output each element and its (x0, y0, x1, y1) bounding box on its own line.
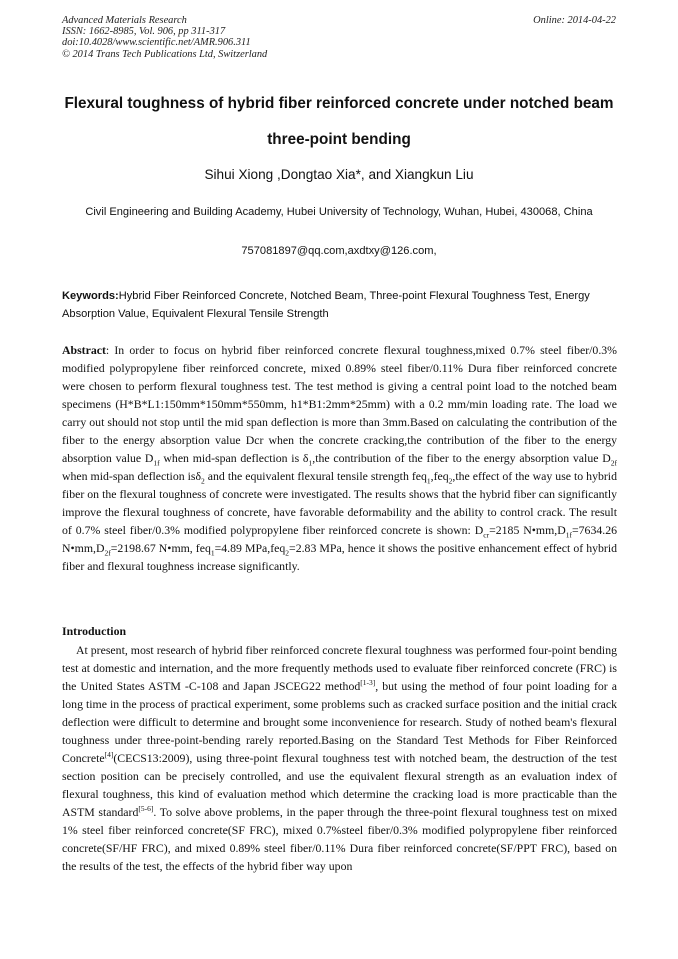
intro-text: At present, most research of hybrid fiber reinforced concrete flexural toughness was performed four-point bending test at domestic and internation, and the more frequently methods used to evaluate fiber reinforced concrete (FRC) is the United States ASTM -C-108 and Japan JSCEG22 method (62, 643, 617, 693)
abstract-text: and the equivalent flexural tensile strength feq (204, 469, 427, 483)
author-list: Sihui Xiong ,Dongtao Xia*, and Xiangkun Liu (204, 167, 474, 182)
paper-title: Flexural toughness of hybrid fiber reinforced concrete under notched beam three-point bending (64, 95, 614, 148)
subscript: 1 (308, 458, 313, 468)
abstract-text: =4.89 MPa,feq (214, 541, 286, 555)
subscript: 2f (104, 548, 111, 558)
abstract-text: when mid-span deflection is δ (159, 451, 309, 465)
author-emails: 757081897@qq.com,axdtxy@126.com, (241, 245, 437, 257)
abstract-text: =2198.67 N•mm, feq (110, 541, 211, 555)
keywords-block (62, 287, 618, 323)
subscript: 2 (448, 476, 453, 486)
abstract-label: Abstract (62, 343, 106, 357)
abstract-text: : In order to focus on hybrid fiber reinforced concrete flexural toughness,mixed 0.7% steel fiber/0.3% modified polypropylene fiber reinforced concrete, mixed 0.89% steel fiber/0.11% Dura fiber reinforced concrete were chosen to perform flexural toughness test. The test method is giving a central point load to the notched beam specimens (H*B*L1:150mm*150mm*550mm, h1*B1:2mm*25mm) with a 0.2 mm/min loading rate. The load we carry out should not stop until the mid span deflection is more than 3mm.Based on calculating the contribution of the fiber to the energy absorption value Dcr when the concrete cracking,the contribution of the fiber to the energy absorption value D (62, 343, 617, 465)
abstract-text: ,the contribution of the fiber to the energy absorption value D (312, 451, 611, 465)
doi-line: doi:10.4028/www.scientific.net/AMR.906.311 (62, 37, 251, 49)
subscript: 1 (210, 548, 215, 558)
abstract-text: ,the effect of the way use to hybrid fiber on the flexural toughness of concrete were investigated. The results shows that the hybrid fiber can significantly improve the flexural toughness of concrete, have favorable deformability and the ability to control crack. The result of 0.7% steel fiber/0.3% modified polypropylene fiber reinforced concrete is shown: D (62, 469, 617, 537)
abstract-text: =7634.26 N•mm,D (62, 523, 617, 555)
citation-ref: [1-3] (360, 678, 376, 688)
subscript: 2 (201, 476, 205, 486)
citation-ref: [4] (104, 750, 114, 760)
keywords-text: Hybrid Fiber Reinforced Concrete, Notched Beam, Three-point Flexural Toughness Test, Energy Absorption Value, Equivalent Flexural Tensile Strength (62, 290, 590, 320)
journal-name: Advanced Materials Research (62, 15, 187, 26)
subscript: cr (483, 530, 490, 540)
copyright-line: © 2014 Trans Tech Publications Ltd, Switzerland (62, 48, 268, 60)
abstract-text: =2.83 MPa, hence it shows the positive enhancement effect of hybrid fiber and flexural toughness increase significantly. (62, 541, 618, 573)
section-heading-introduction: Introduction (62, 624, 127, 638)
subscript: 2f (610, 458, 617, 468)
intro-text: (CECS13:2009), using three-point flexural toughness test with notched beam, the destruction of the test section position can be precisely controlled, and use the equivalent flexural strength as an evaluation index of flexural toughness, this kind of evaluation method which determine the cracking load is more practicable than the ASTM standard (62, 751, 617, 819)
introduction-paragraph (62, 641, 617, 875)
subscript: 1f (565, 530, 572, 540)
abstract-text: when mid-span deflection isδ (62, 469, 202, 483)
keywords-label: Keywords: (62, 290, 119, 302)
journal-header (62, 15, 462, 60)
abstract-text: ,feq (430, 469, 449, 483)
citation-ref: [5-6] (138, 804, 154, 814)
issn-line: ISSN: 1662-8985, Vol. 906, pp 311-317 (62, 26, 226, 38)
affiliation: Civil Engineering and Building Academy, Hubei University of Technology, Wuhan, Hubei, 430068, China (85, 206, 593, 218)
subscript: 1f (153, 458, 160, 468)
subscript: 2 (285, 548, 290, 558)
online-date: Online: 2014-04-22 (533, 15, 616, 26)
intro-text: , but using the method of four point loading for a long time in the process of practical experiment, some problems such as cracked surface position and the initial crack deflection were difficult to determine and brought some inconvenience for research. Study of nothed beam's flexural toughness under three-point-bending rarely reported.Basing on the Standard Test Methods for Fiber Reinforced Concrete (62, 679, 617, 765)
abstract-paragraph (62, 341, 617, 575)
abstract-text: =2185 N•mm,D (489, 523, 566, 537)
subscript: 1 (426, 476, 431, 486)
intro-text: . To solve above problems, in the paper through the three-point flexural toughness test on mixed 1% steel fiber reinforced concrete(SF FRC), mixed 0.7%steel fiber/0.3% modified polypropylene fiber reinforced concrete(SF/HF FRC), and mixed 0.89% steel fiber/0.11% Dura fiber reinforced concrete(SF/PPT FRC), based on the results of the test, the effects of the hybrid fiber way upon (62, 805, 617, 873)
